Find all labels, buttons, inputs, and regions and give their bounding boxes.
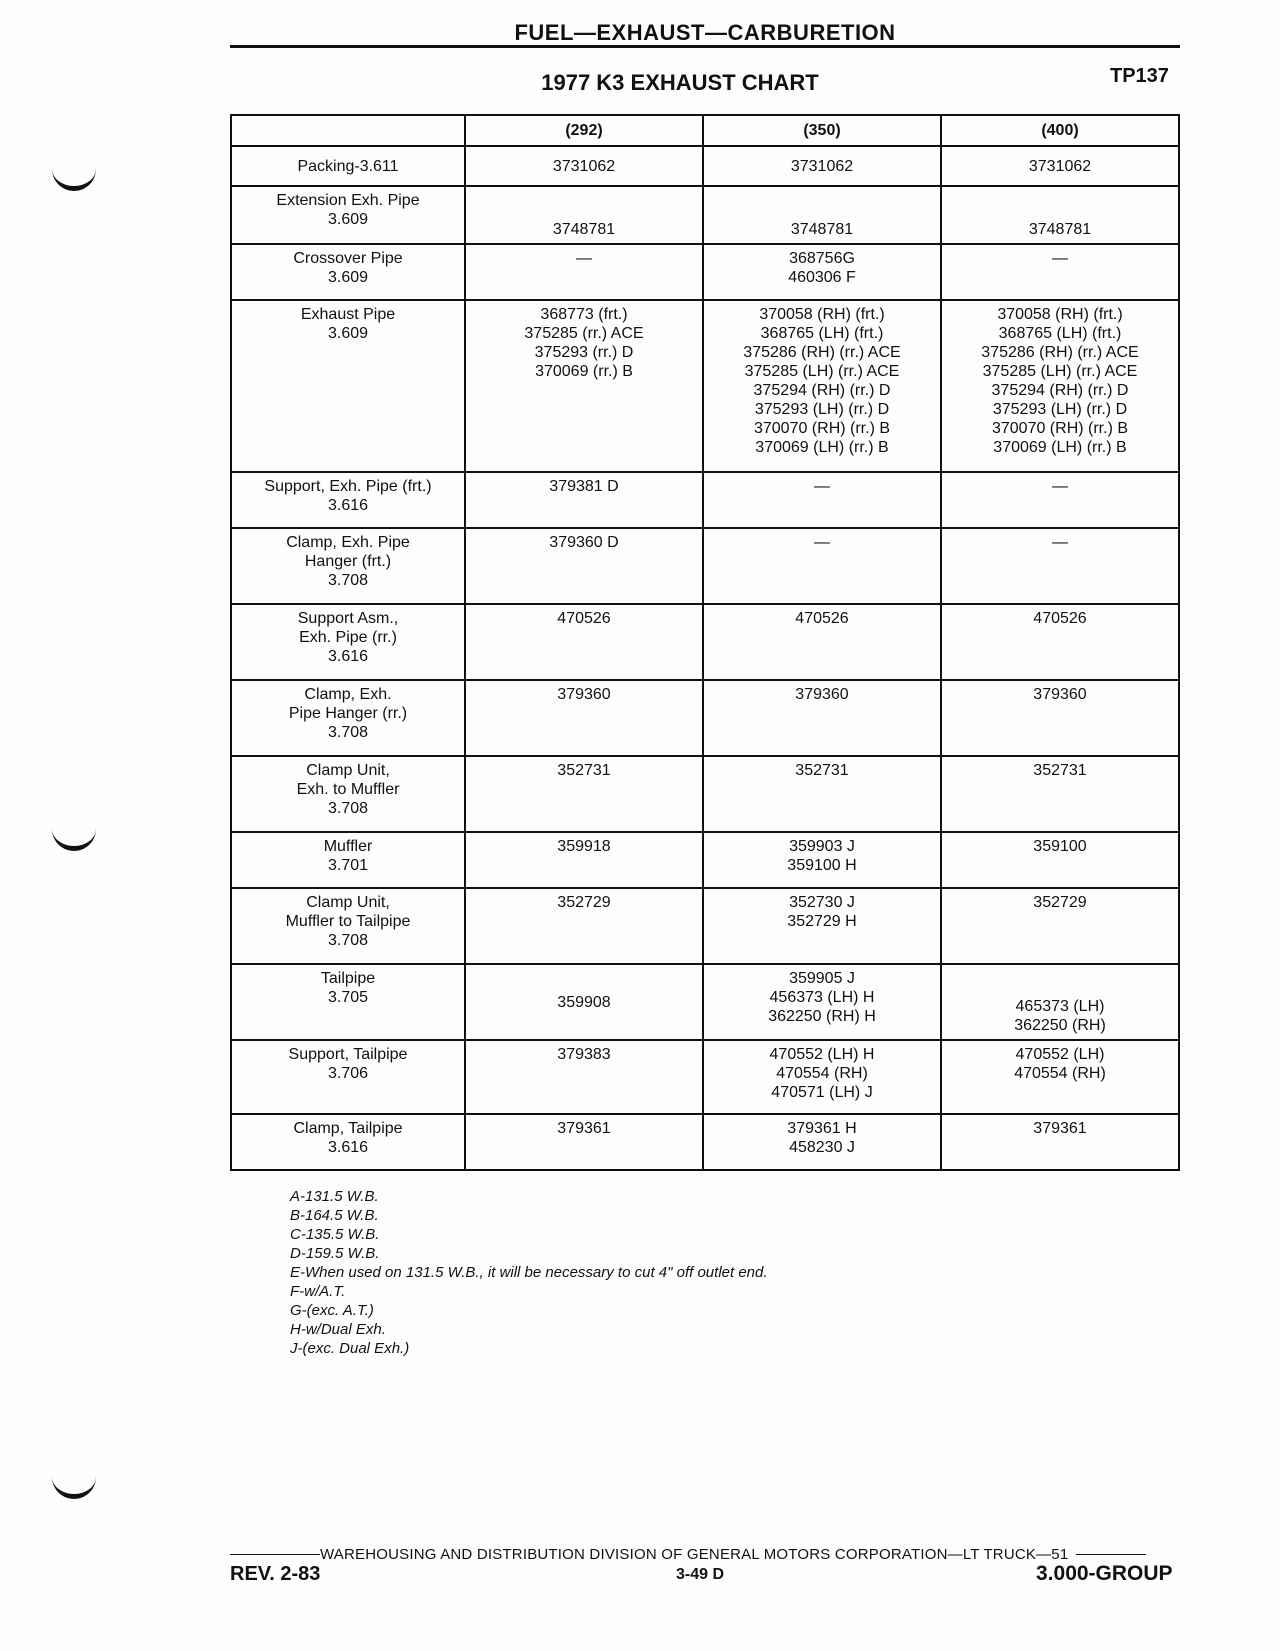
table-row bbox=[231, 964, 1179, 1040]
table-row bbox=[231, 680, 1179, 756]
part-number-cell: 352729 bbox=[465, 888, 703, 964]
footnotes bbox=[290, 1187, 768, 1358]
exhaust-chart-table bbox=[230, 114, 1180, 1171]
footer-dash-right bbox=[1076, 1554, 1146, 1555]
table-row bbox=[231, 832, 1179, 888]
table-row bbox=[231, 300, 1179, 472]
part-cell: Clamp Unit, Muffler to Tailpipe 3.708 bbox=[231, 888, 465, 964]
part-number-cell: 3731062 bbox=[941, 146, 1179, 186]
column-header bbox=[231, 115, 465, 146]
table-row bbox=[231, 186, 1179, 244]
part-number-cell: 465373 (LH) 362250 (RH) bbox=[941, 964, 1179, 1040]
part-cell: Support Asm., Exh. Pipe (rr.) 3.616 bbox=[231, 604, 465, 680]
header-rule bbox=[230, 45, 1180, 48]
section-title: FUEL—EXHAUST—CARBURETION bbox=[514, 20, 896, 45]
footer-dash-left bbox=[230, 1554, 320, 1555]
table-row bbox=[231, 146, 1179, 186]
group-label: 3.000-GROUP bbox=[1036, 1562, 1173, 1585]
part-cell: Clamp, Tailpipe 3.616 bbox=[231, 1114, 465, 1170]
part-number-cell: 379381 D bbox=[465, 472, 703, 528]
part-number-cell: — bbox=[941, 528, 1179, 604]
part-number-cell: 379361 H 458230 J bbox=[703, 1114, 941, 1170]
part-number-cell: 379361 bbox=[465, 1114, 703, 1170]
footnote: C-135.5 W.B. bbox=[290, 1226, 380, 1243]
part-number-cell: 359908 bbox=[465, 964, 703, 1040]
footnote: E-When used on 131.5 W.B., it will be necessary to cut 4" off outlet end. bbox=[290, 1264, 768, 1281]
part-number-cell: 359903 J 359100 H bbox=[703, 832, 941, 888]
part-number-cell: 379383 bbox=[465, 1040, 703, 1114]
footnote: H-w/Dual Exh. bbox=[290, 1321, 386, 1338]
part-number-cell: 379361 bbox=[941, 1114, 1179, 1170]
part-cell: Crossover Pipe 3.609 bbox=[231, 244, 465, 300]
table-row bbox=[231, 472, 1179, 528]
binder-hole-mark-bottom bbox=[52, 1474, 96, 1499]
part-number-cell: 352729 bbox=[941, 888, 1179, 964]
part-number-cell: 352731 bbox=[465, 756, 703, 832]
part-number-cell: 359100 bbox=[941, 832, 1179, 888]
part-number-cell: 470526 bbox=[465, 604, 703, 680]
part-number-cell: 370058 (RH) (frt.) 368765 (LH) (frt.) 375286 (RH) (rr.) ACE 375285 (LH) (rr.) ACE 375294 (RH) (rr.) D 375293 (LH) (rr.) D 370070 (RH) (rr.) B 370069 (LH) (rr.) B bbox=[703, 300, 941, 472]
part-number-cell: 352730 J 352729 H bbox=[703, 888, 941, 964]
part-number-cell: 379360 bbox=[941, 680, 1179, 756]
part-number-cell: — bbox=[465, 244, 703, 300]
part-number-cell: 3731062 bbox=[465, 146, 703, 186]
column-header: (292) bbox=[465, 115, 703, 146]
part-cell: Tailpipe 3.705 bbox=[231, 964, 465, 1040]
table-row bbox=[231, 528, 1179, 604]
part-number-cell: 470526 bbox=[941, 604, 1179, 680]
part-number-cell: 370058 (RH) (frt.) 368765 (LH) (frt.) 375286 (RH) (rr.) ACE 375285 (LH) (rr.) ACE 375294 (RH) (rr.) D 375293 (LH) (rr.) D 370070 (RH) (rr.) B 370069 (LH) (rr.) B bbox=[941, 300, 1179, 472]
table-row bbox=[231, 1114, 1179, 1170]
part-number-cell: 368756G 460306 F bbox=[703, 244, 941, 300]
part-number-cell: — bbox=[703, 472, 941, 528]
footnote: D-159.5 W.B. bbox=[290, 1245, 380, 1262]
footnote: B-164.5 W.B. bbox=[290, 1207, 379, 1224]
table-row bbox=[231, 756, 1179, 832]
part-number-cell: 359905 J 456373 (LH) H 362250 (RH) H bbox=[703, 964, 941, 1040]
part-cell: Extension Exh. Pipe 3.609 bbox=[231, 186, 465, 244]
table-row bbox=[231, 604, 1179, 680]
table-header-row bbox=[231, 115, 1179, 146]
part-number-cell: 470552 (LH) 470554 (RH) bbox=[941, 1040, 1179, 1114]
part-number-cell: 368773 (frt.) 375285 (rr.) ACE 375293 (rr.) D 370069 (rr.) B bbox=[465, 300, 703, 472]
page-number: 3-49 D bbox=[676, 1566, 725, 1583]
part-number-cell: 3748781 bbox=[465, 186, 703, 244]
part-cell: Muffler 3.701 bbox=[231, 832, 465, 888]
part-cell: Support, Exh. Pipe (frt.) 3.616 bbox=[231, 472, 465, 528]
table-row bbox=[231, 1040, 1179, 1114]
part-cell: Exhaust Pipe 3.609 bbox=[231, 300, 465, 472]
revision-label: REV. 2-83 bbox=[230, 1563, 321, 1585]
part-number-cell: 379360 bbox=[703, 680, 941, 756]
part-number-cell: — bbox=[941, 472, 1179, 528]
footnote: A-131.5 W.B. bbox=[290, 1188, 379, 1205]
part-number-cell: 352731 bbox=[703, 756, 941, 832]
footnote: G-(exc. A.T.) bbox=[290, 1302, 374, 1319]
part-cell: Support, Tailpipe 3.706 bbox=[231, 1040, 465, 1114]
part-cell: Clamp Unit, Exh. to Muffler 3.708 bbox=[231, 756, 465, 832]
part-number-cell: 3748781 bbox=[941, 186, 1179, 244]
part-number-cell: 379360 D bbox=[465, 528, 703, 604]
part-cell: Clamp, Exh. Pipe Hanger (frt.) 3.708 bbox=[231, 528, 465, 604]
part-cell: Clamp, Exh. Pipe Hanger (rr.) 3.708 bbox=[231, 680, 465, 756]
part-number-cell: 470552 (LH) H 470554 (RH) 470571 (LH) J bbox=[703, 1040, 941, 1114]
part-number-cell: 379360 bbox=[465, 680, 703, 756]
part-number-cell: 3748781 bbox=[703, 186, 941, 244]
part-number-cell: — bbox=[941, 244, 1179, 300]
table-row bbox=[231, 888, 1179, 964]
chart-title: 1977 K3 EXHAUST CHART bbox=[541, 70, 819, 95]
part-number-cell: — bbox=[703, 528, 941, 604]
part-number-cell: 470526 bbox=[703, 604, 941, 680]
page-code: TP137 bbox=[1110, 65, 1169, 87]
binder-hole-mark-top bbox=[52, 166, 96, 191]
footnote: F-w/A.T. bbox=[290, 1283, 346, 1300]
binder-hole-mark-middle bbox=[52, 826, 96, 851]
part-number-cell: 352731 bbox=[941, 756, 1179, 832]
footnote: J-(exc. Dual Exh.) bbox=[290, 1340, 410, 1357]
column-header: (400) bbox=[941, 115, 1179, 146]
footer-text: WAREHOUSING AND DISTRIBUTION DIVISION OF GENERAL MOTORS CORPORATION—LT TRUCK—51 bbox=[320, 1546, 1069, 1563]
part-number-cell: 3731062 bbox=[703, 146, 941, 186]
column-header: (350) bbox=[703, 115, 941, 146]
part-cell: Packing-3.611 bbox=[231, 146, 465, 186]
table-row bbox=[231, 244, 1179, 300]
footer-line bbox=[230, 1546, 1192, 1563]
part-number-cell: 359918 bbox=[465, 832, 703, 888]
